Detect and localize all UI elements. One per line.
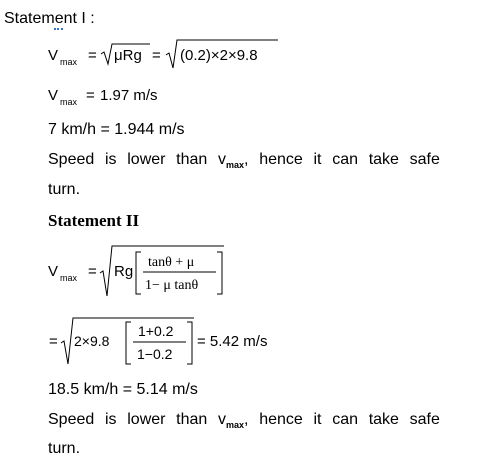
- eq1-equals-2: =: [152, 47, 161, 64]
- statement-2-equation-1: [44, 240, 244, 304]
- word: take: [368, 411, 399, 428]
- s2-eq1-lhs-sub: max: [60, 273, 78, 283]
- word: can: [332, 411, 358, 428]
- word: can: [332, 151, 358, 168]
- spell-check-underline: [54, 28, 63, 30]
- word: safe: [409, 151, 440, 168]
- eq2-lhs-v: V: [48, 87, 59, 104]
- word: it: [313, 411, 322, 428]
- word: than: [176, 151, 208, 168]
- statement-2-heading: Statement II: [48, 211, 140, 230]
- s2-eq1-rg: Rg: [114, 263, 134, 280]
- word: is: [104, 151, 117, 168]
- word: Speed: [48, 411, 95, 428]
- statement-2-conclusion-line-1: [48, 411, 440, 430]
- eq1-inner: (0.2)×2×9.8: [180, 47, 258, 64]
- statement-1-equation-2: [44, 82, 244, 110]
- right-bracket-1: [217, 252, 222, 294]
- statement-1-conclusion-line-1: [48, 151, 440, 170]
- eq1-lhs-sub: max: [60, 57, 78, 67]
- statement-2-conclusion-line-2: turn.: [48, 440, 81, 457]
- word: Speed: [48, 151, 95, 168]
- word: it: [313, 151, 322, 168]
- vmax-term: $v_{max}$,: [218, 411, 249, 430]
- statement-2-conversion: 18.5 km/h = 5.14 m/s: [48, 381, 198, 398]
- s2-eq2-result: = 5.42 m/s: [197, 333, 268, 350]
- statement-2-equation-2: [44, 312, 304, 370]
- statement-1-heading-text: Statement I :: [4, 10, 95, 27]
- s2-eq2-denominator: 1−0.2: [137, 346, 173, 362]
- s2-eq2-prefix: 2×9.8: [74, 333, 110, 349]
- left-bracket-1: [136, 252, 141, 294]
- s2-eq2-equals: =: [49, 333, 58, 350]
- statement-1-conclusion-line-2: turn.: [48, 181, 81, 198]
- left-bracket-2: [126, 322, 131, 364]
- s2-eq2-numerator: 1+0.2: [138, 323, 174, 339]
- s2-eq1-numerator: tanθ + μ: [148, 255, 195, 270]
- word: is: [104, 411, 117, 428]
- eq1-mu-rg: μRg: [114, 47, 142, 64]
- s2-eq1-denominator: 1− μ tanθ: [145, 278, 199, 293]
- word: take: [368, 151, 399, 168]
- s2-eq1-equals: =: [88, 263, 97, 280]
- vmax-term: $v_{max}$,: [218, 151, 249, 170]
- word: lower: [127, 151, 166, 168]
- word: hence: [259, 411, 303, 428]
- eq2-lhs-sub: max: [60, 97, 78, 107]
- statement-1-equation-1: [44, 36, 304, 72]
- s2-eq1-lhs-v: V: [48, 263, 59, 280]
- eq1-lhs-v: V: [48, 47, 59, 64]
- word: lower: [127, 411, 166, 428]
- eq2-value: 1.97 m/s: [100, 87, 158, 104]
- right-bracket-2: [187, 322, 192, 364]
- eq2-equals: =: [86, 87, 95, 104]
- statement-1-heading: [4, 10, 95, 28]
- statement-1-conversion: 7 km/h = 1.944 m/s: [48, 121, 185, 138]
- word: hence: [259, 151, 303, 168]
- word: safe: [409, 411, 440, 428]
- word: than: [176, 411, 208, 428]
- eq1-equals: =: [88, 47, 97, 64]
